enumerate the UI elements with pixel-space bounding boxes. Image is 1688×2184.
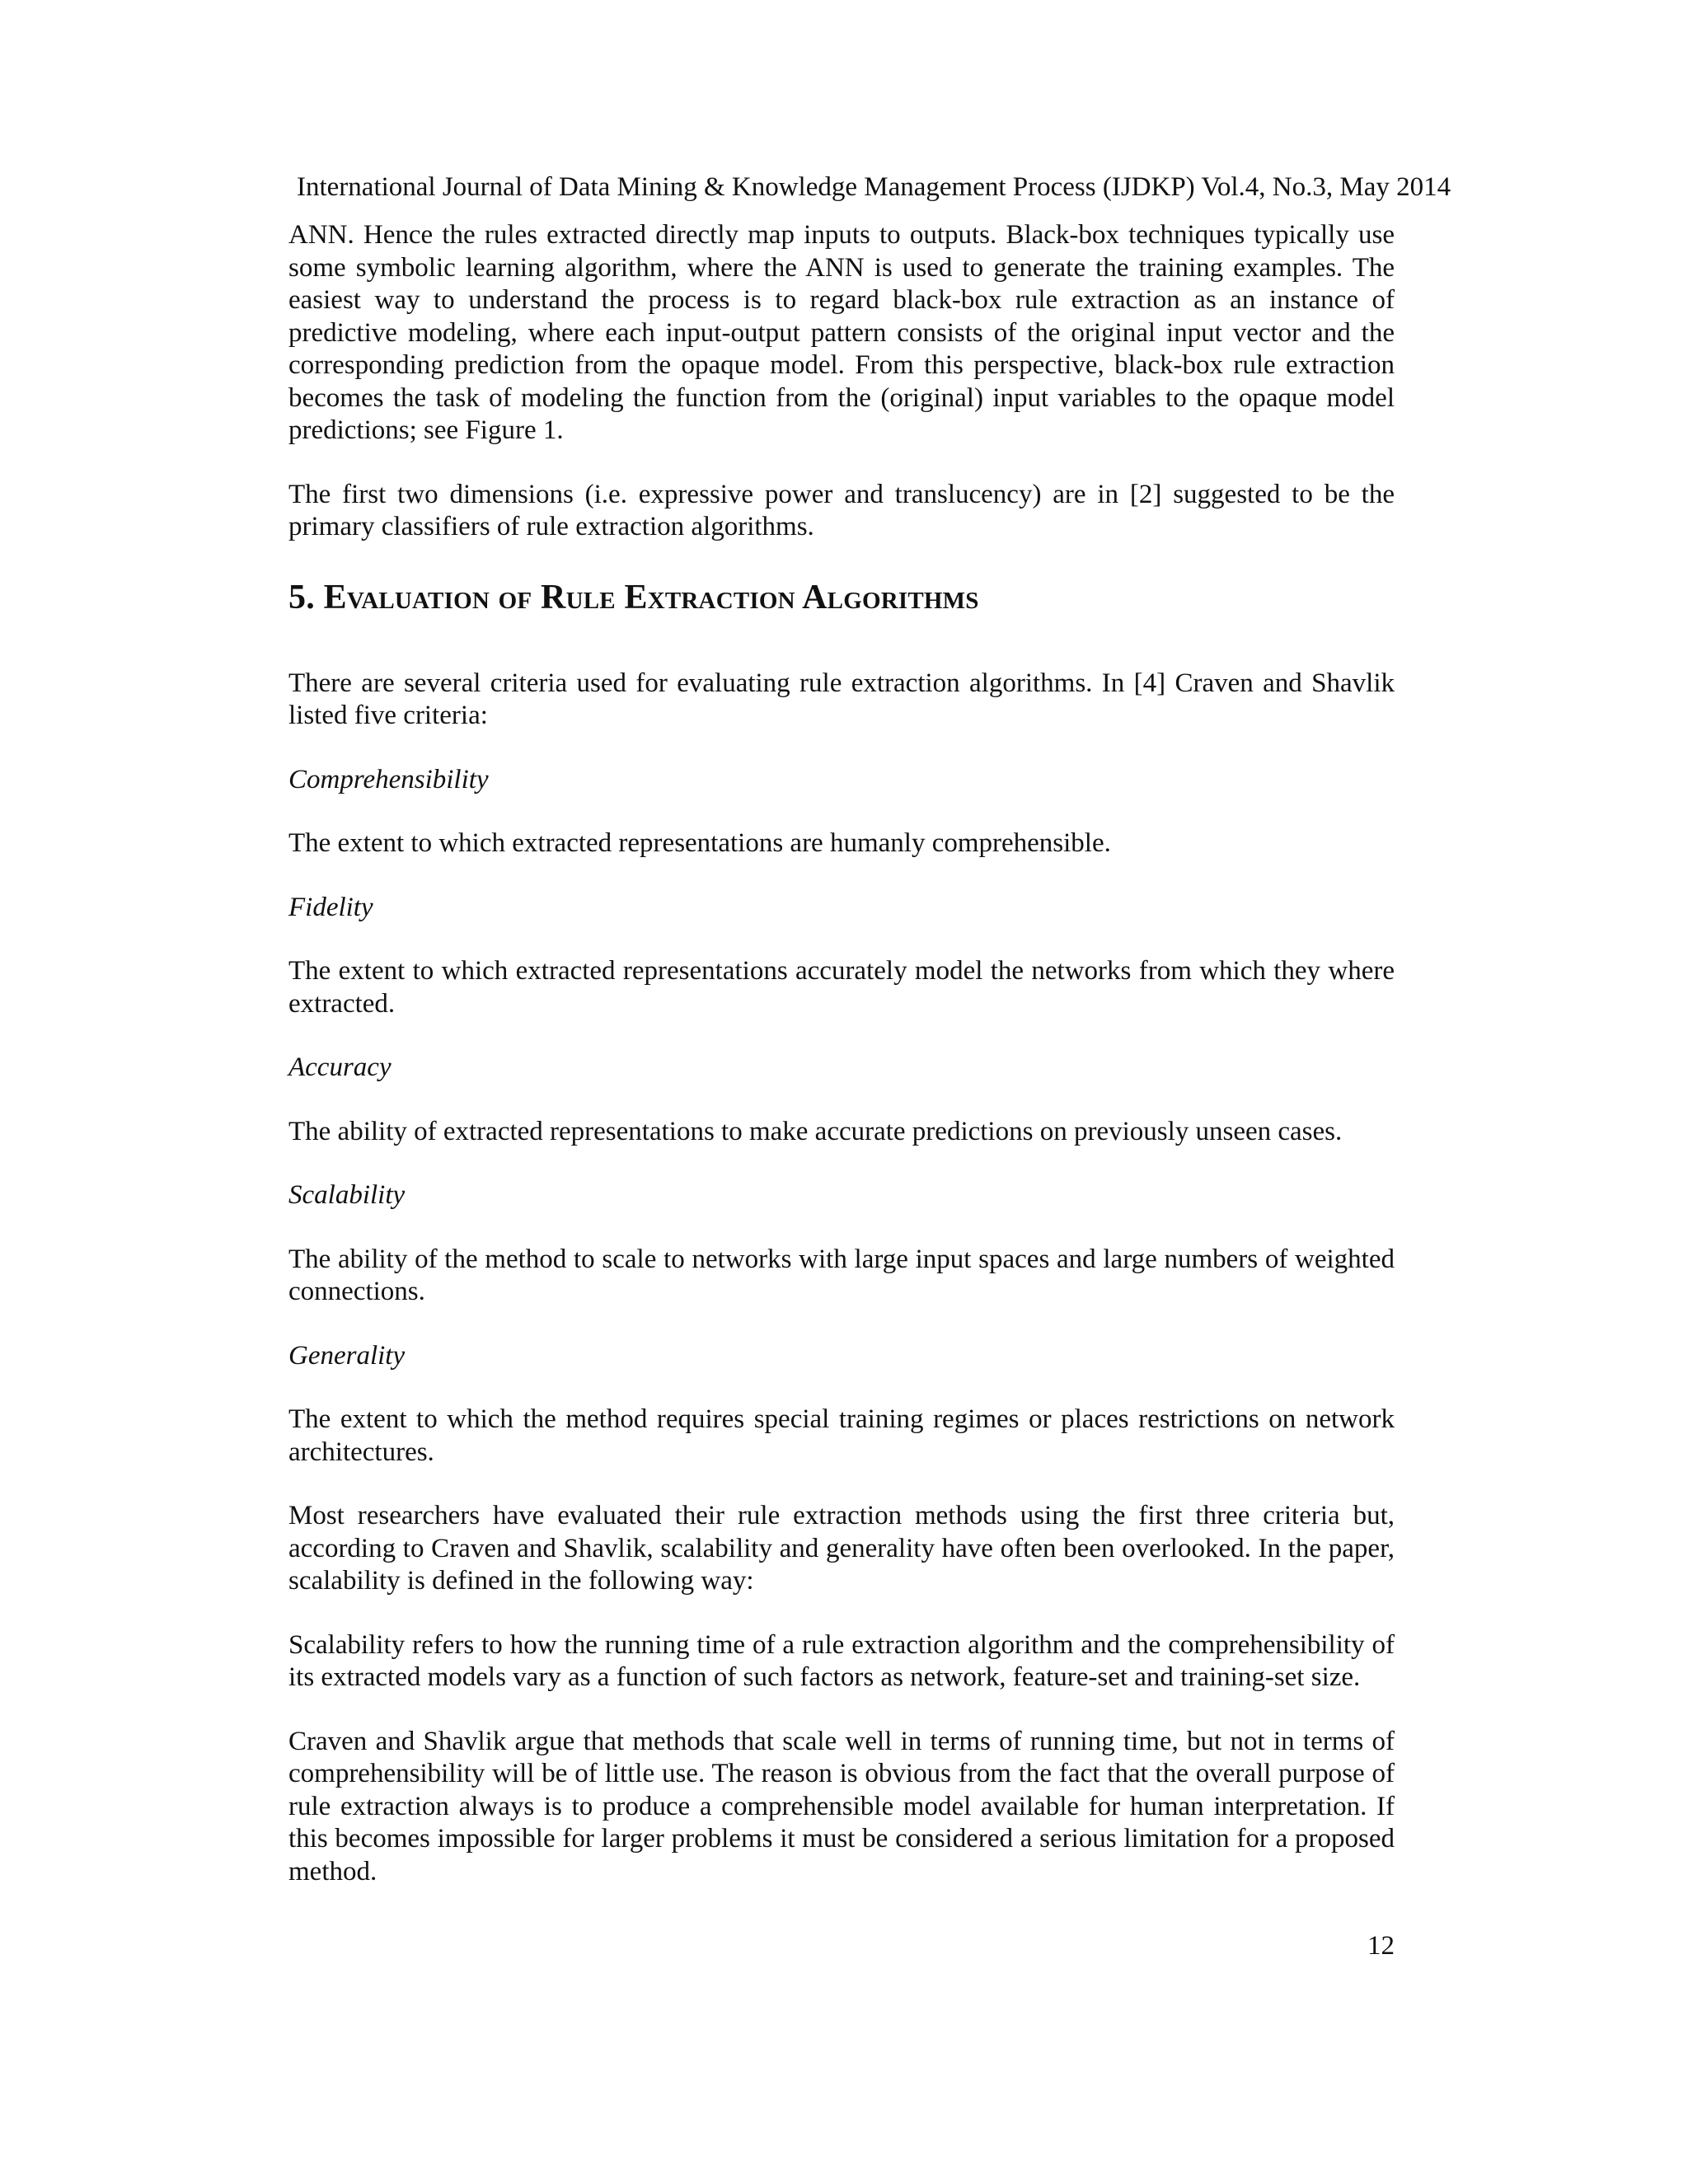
criterion-title-fidelity: Fidelity [288,892,373,922]
criterion-title-accuracy: Accuracy [288,1052,392,1082]
criterion-description-scalability: The ability of the method to scale to networks with large input spaces and large numbers of weighted connections. [288,1244,1395,1306]
criterion-description-fidelity: The extent to which extracted representations accurately model the networks from which they where extracted. [288,956,1395,1019]
paragraph-researchers: Most researchers have evaluated their rule extraction methods using the first three criteria but, according to Craven and Shavlik, scalability and generality have often been overlooked. In the paper, scalability is defined in the following way: [288,1501,1395,1596]
paragraph-criteria-intro: There are several criteria used for evaluating rule extraction algorithms. In [4] Craven and Shavlik listed five criteria: [288,668,1395,730]
page-number: 12 [1367,1931,1395,1961]
paragraph-scalability-definition: Scalability refers to how the running time of a rule extraction algorithm and the comprehensibility of its extracted models vary as a function of such factors as network, feature-set and training-set size. [288,1629,1395,1692]
criterion-description-generality: The extent to which the method requires special training regimes or places restrictions on network architectures. [288,1404,1395,1467]
running-header: International Journal of Data Mining & Knowledge Management Process (IJDKP) Vol.4, No.3, May 2014 [297,172,1451,202]
paragraph-conclusion: Craven and Shavlik argue that methods that scale well in terms of running time, but not in terms of comprehensibility will be of little use. The reason is obvious from the fact that the overall purpose of rule extraction always is to produce a comprehensible model available for human interpretation. If this becomes impossible for larger problems it must be considered a serious limitation for a proposed method. [288,1726,1395,1886]
page-content [288,219,1395,1888]
criterion-description-accuracy: The ability of extracted representations to make accurate predictions on previously unseen cases. [288,1116,1343,1146]
paragraph-intro: ANN. Hence the rules extracted directly map inputs to outputs. Black-box techniques typically use some symbolic learning algorithm, where the ANN is used to generate the training examples. The easiest way to understand the process is to regard black-box rule extraction as an instance of predictive modeling, where each input-output pattern consists of the original input vector and the corresponding prediction from the opaque model. From this perspective, black-box rule extraction becomes the task of modeling the function from the (original) input variables to the opaque model predictions; see Figure 1. [288,220,1395,445]
criterion-description-comprehensibility: The extent to which extracted representations are humanly comprehensible. [288,828,1111,858]
criterion-title-scalability: Scalability [288,1180,406,1210]
section-title: Evaluation of Rule Extraction Algorithms [323,578,979,616]
criterion-title-comprehensibility: Comprehensibility [288,764,489,794]
paragraph-dimensions: The first two dimensions (i.e. expressive power and translucency) are in [2] suggested to be the primary classifiers of rule extraction algorithms. [288,479,1395,541]
section-number: 5. [288,578,315,616]
section-heading [288,575,1395,620]
criterion-title-generality: Generality [288,1340,406,1371]
